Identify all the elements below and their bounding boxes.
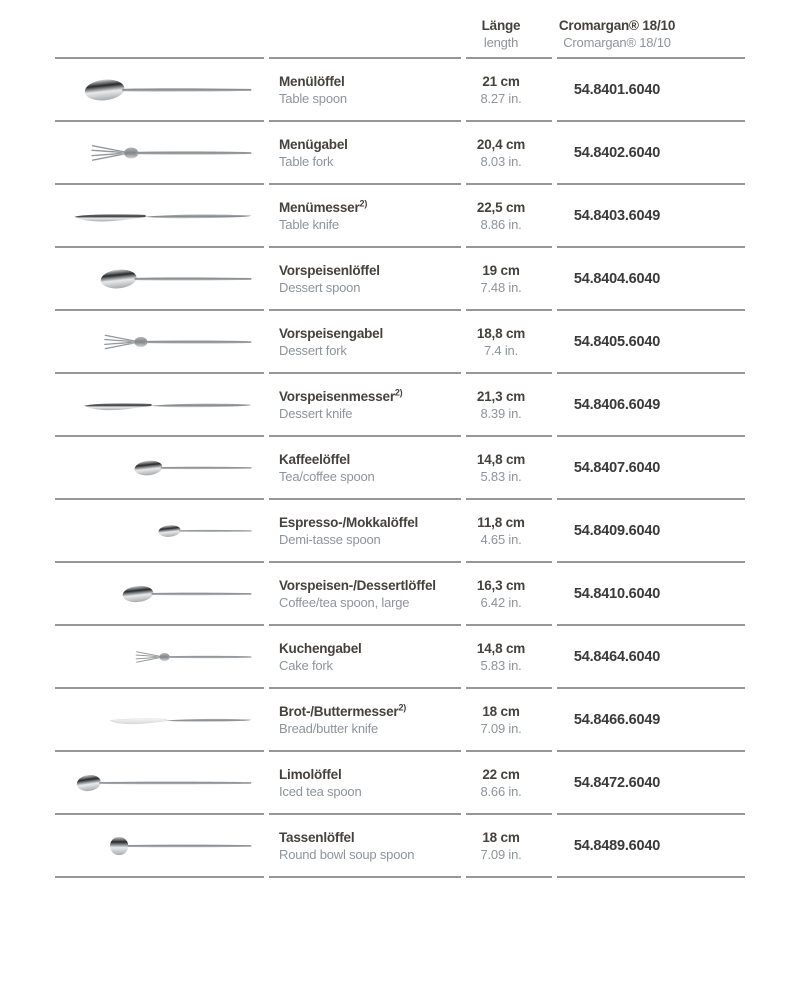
item-length-cell: [466, 563, 552, 626]
cutlery-photo-cell: [55, 626, 264, 689]
article-number: 54.8410.6040: [573, 585, 661, 602]
cutlery-photo-cell: [55, 563, 264, 626]
item-name-en: Round bowl soup spoon: [279, 846, 415, 862]
item-name-de: Vorspeisenlöffel: [279, 262, 380, 278]
item-length-cell: [466, 374, 552, 437]
table-body: [55, 59, 745, 878]
table-row: [55, 815, 745, 878]
cutlery-photo-cell: [55, 185, 264, 248]
item-name-de: Menügabel: [279, 136, 348, 152]
item-article-cell: [557, 689, 745, 752]
fork-icon: [102, 327, 252, 357]
item-name-en: Bread/butter knife: [279, 720, 379, 736]
fork-icon: [134, 642, 252, 672]
article-number: 54.8407.6040: [573, 459, 661, 476]
item-name-de: Espresso-/Mokkalöffel: [279, 514, 419, 530]
length-cm: 18,8 cm: [476, 325, 526, 341]
item-name-cell: [269, 437, 461, 500]
item-length-cell: [466, 248, 552, 311]
item-name-en: Table fork: [279, 153, 334, 169]
header-length-column: [466, 14, 552, 59]
item-name-de: Menümesser$^{2)}$: [279, 198, 368, 215]
table-row: [55, 311, 745, 374]
item-name-cell: [269, 815, 461, 878]
item-name-cell: [269, 59, 461, 122]
item-name-en: Tea/coffee spoon: [279, 468, 375, 484]
article-number: 54.8406.6049: [573, 396, 661, 413]
item-length-cell: [466, 185, 552, 248]
length-in: 8.03 in.: [480, 153, 522, 169]
table-row: [55, 374, 745, 437]
item-name-en: Coffee/tea spoon, large: [279, 594, 410, 610]
table-row: [55, 248, 745, 311]
item-name-cell: [269, 374, 461, 437]
spoon-icon: [122, 579, 252, 609]
item-name-de: Kuchengabel: [279, 640, 362, 656]
item-length-cell: [466, 311, 552, 374]
item-name-en: Demi-tasse spoon: [279, 531, 381, 547]
item-article-cell: [557, 59, 745, 122]
header-image-column: [55, 14, 264, 59]
article-number: 54.8403.6049: [573, 207, 661, 224]
length-header-de: Länge: [481, 18, 521, 33]
footnote-marker: 2): [394, 387, 403, 397]
cutlery-photo-cell: [55, 689, 264, 752]
item-article-cell: [557, 815, 745, 878]
item-name-cell: [269, 248, 461, 311]
spoon-long-icon: [76, 768, 252, 798]
length-in: 7.09 in.: [480, 846, 522, 862]
table-row: [55, 437, 745, 500]
table-row: [55, 626, 745, 689]
item-length-cell: [466, 752, 552, 815]
item-length-cell: [466, 689, 552, 752]
table-row: [55, 752, 745, 815]
cutlery-photo-cell: [55, 59, 264, 122]
item-name-cell: [269, 626, 461, 689]
item-name-de: Vorspeisengabel: [279, 325, 384, 341]
item-name-de: Vorspeisen-/Dessertlöffel: [279, 577, 436, 593]
item-name-cell: [269, 311, 461, 374]
item-article-cell: [557, 185, 745, 248]
cutlery-photo-cell: [55, 437, 264, 500]
article-number: 54.8489.6040: [573, 837, 661, 854]
length-cm: 20,4 cm: [476, 136, 526, 152]
length-header-en: length: [483, 35, 519, 50]
header-name-column: [269, 14, 461, 59]
table-row: [55, 59, 745, 122]
item-article-cell: [557, 500, 745, 563]
cutlery-photo-cell: [55, 815, 264, 878]
length-in: 7.48 in.: [480, 279, 522, 295]
item-length-cell: [466, 500, 552, 563]
item-name-en: Cake fork: [279, 657, 333, 673]
length-in: 5.83 in.: [480, 657, 522, 673]
spoon-icon: [84, 75, 252, 105]
header-article-column: [557, 14, 745, 59]
item-article-cell: [557, 374, 745, 437]
article-number: 54.8405.6040: [573, 333, 661, 350]
cutlery-photo-cell: [55, 752, 264, 815]
item-length-cell: [466, 815, 552, 878]
item-name-cell: [269, 563, 461, 626]
table-header-row: [55, 14, 745, 59]
footnote-marker: 2): [359, 198, 368, 208]
item-length-cell: [466, 59, 552, 122]
fork-icon: [89, 138, 252, 168]
spoon-icon: [134, 453, 252, 483]
item-name-de: Tassenlöffel: [279, 829, 355, 845]
length-cm: 16,3 cm: [476, 577, 526, 593]
length-in: 8.39 in.: [480, 405, 522, 421]
length-cm: 22,5 cm: [476, 199, 526, 215]
length-in: 8.66 in.: [480, 783, 522, 799]
length-in: 8.27 in.: [480, 90, 522, 106]
article-number: 54.8464.6040: [573, 648, 661, 665]
item-article-cell: [557, 311, 745, 374]
item-name-cell: [269, 689, 461, 752]
article-number: 54.8409.6040: [573, 522, 661, 539]
article-number: 54.8401.6040: [573, 81, 661, 98]
item-name-cell: [269, 122, 461, 185]
table-row: [55, 500, 745, 563]
length-cm: 14,8 cm: [476, 451, 526, 467]
item-length-cell: [466, 437, 552, 500]
cutlery-photo-cell: [55, 122, 264, 185]
knife-icon: [72, 201, 252, 231]
length-in: 7.4 in.: [483, 342, 518, 358]
knife-icon: [82, 390, 252, 420]
length-in: 7.09 in.: [480, 720, 522, 736]
item-article-cell: [557, 122, 745, 185]
footnote-marker: 2): [398, 702, 407, 712]
item-name-de: Kaffeelöffel: [279, 451, 351, 467]
item-name-de: Vorspeisenmesser$^{2)}$: [279, 387, 403, 404]
cutlery-photo-cell: [55, 500, 264, 563]
article-number: 54.8466.6049: [573, 711, 661, 728]
item-name-cell: [269, 500, 461, 563]
item-name-en: Dessert knife: [279, 405, 353, 421]
item-length-cell: [466, 122, 552, 185]
item-length-cell: [466, 626, 552, 689]
length-in: 6.42 in.: [480, 594, 522, 610]
item-name-en: Iced tea spoon: [279, 783, 362, 799]
material-header-de: Cromargan® 18/10: [558, 18, 676, 33]
table-row: [55, 689, 745, 752]
item-article-cell: [557, 626, 745, 689]
material-header-en: Cromargan® 18/10: [563, 35, 671, 50]
item-article-cell: [557, 437, 745, 500]
table-row: [55, 185, 745, 248]
length-cm: 22 cm: [482, 766, 520, 782]
length-in: 4.65 in.: [480, 531, 522, 547]
length-cm: 14,8 cm: [476, 640, 526, 656]
spoon-round-icon: [108, 831, 252, 861]
cutlery-photo-cell: [55, 248, 264, 311]
length-cm: 18 cm: [482, 829, 520, 845]
table-row: [55, 563, 745, 626]
article-number: 54.8404.6040: [573, 270, 661, 287]
cutlery-photo-cell: [55, 311, 264, 374]
article-number: 54.8472.6040: [573, 774, 661, 791]
spoon-icon: [100, 264, 252, 294]
length-in: 5.83 in.: [480, 468, 522, 484]
item-name-en: Table spoon: [279, 90, 347, 106]
item-name-de: Menülöffel: [279, 73, 345, 89]
length-cm: 11,8 cm: [477, 514, 525, 530]
length-cm: 19 cm: [482, 262, 520, 278]
item-name-en: Dessert spoon: [279, 279, 361, 295]
length-cm: 18 cm: [482, 703, 520, 719]
item-name-cell: [269, 185, 461, 248]
cutlery-photo-cell: [55, 374, 264, 437]
item-article-cell: [557, 563, 745, 626]
item-article-cell: [557, 752, 745, 815]
cutlery-table: [55, 14, 745, 878]
length-in: 8.86 in.: [480, 216, 522, 232]
spoon-icon: [158, 516, 252, 546]
item-name-de: Limolöffel: [279, 766, 342, 782]
length-cm: 21 cm: [482, 73, 520, 89]
length-cm: 21,3 cm: [476, 388, 526, 404]
article-number: 54.8402.6040: [573, 144, 661, 161]
item-name-de: Brot-/Buttermesser$^{2)}$: [279, 702, 407, 719]
item-name-en: Table knife: [279, 216, 339, 232]
item-article-cell: [557, 248, 745, 311]
item-name-cell: [269, 752, 461, 815]
item-name-en: Dessert fork: [279, 342, 347, 358]
table-row: [55, 122, 745, 185]
knife-light-icon: [108, 705, 252, 735]
